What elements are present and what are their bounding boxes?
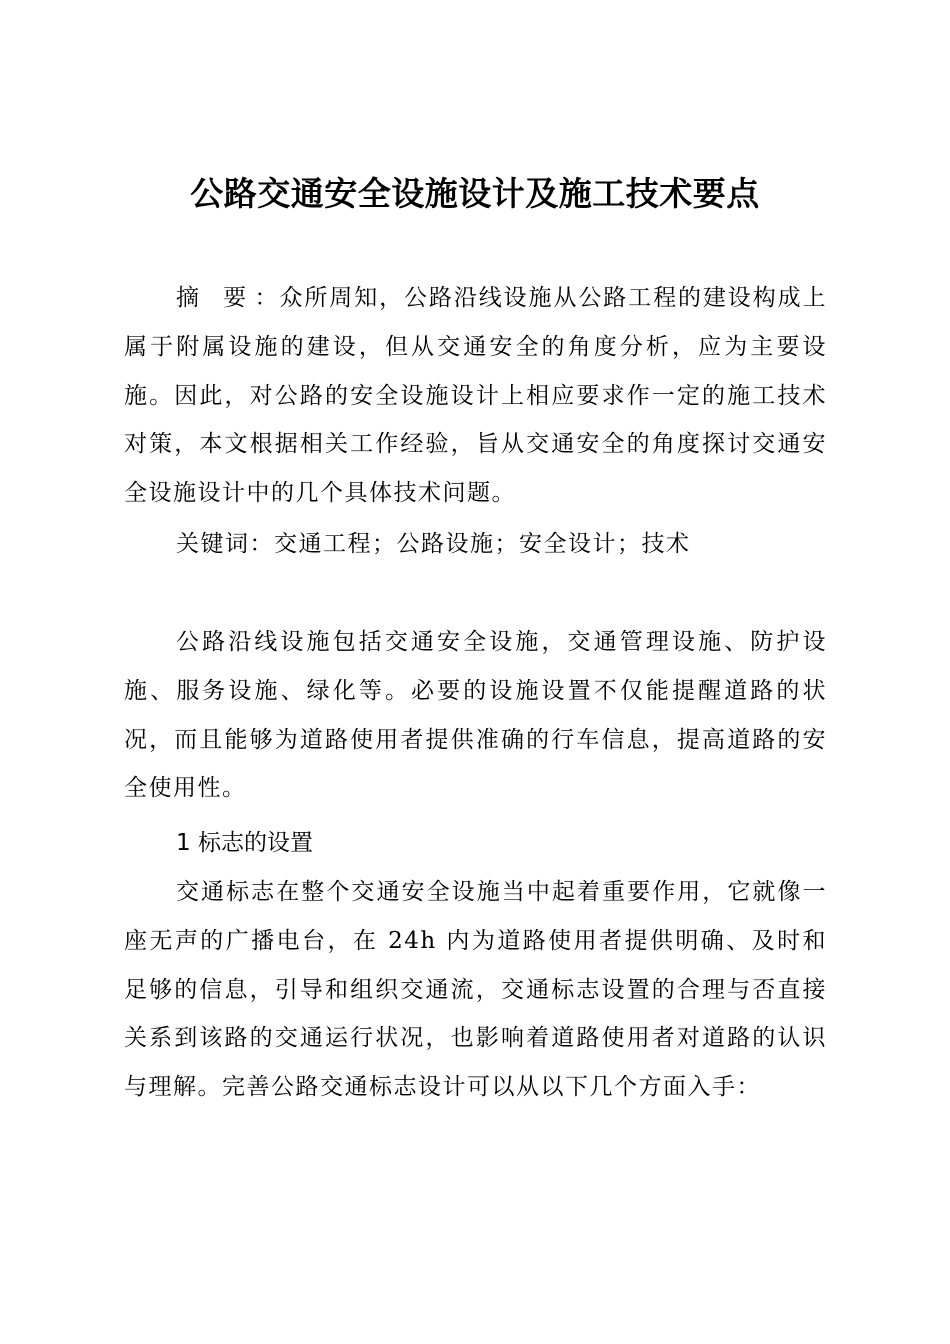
abstract-paragraph [124, 274, 827, 518]
intro-paragraph: 公路沿线设施包括交通安全设施，交通管理设施、防护设施、服务设施、绿化等。必要的设施设置不仅能提醒道路的状况，而且能够为道路使用者提供准确的行车信息，提高道路的安全使用性。 [124, 629, 827, 802]
keywords-text: 交通工程；公路设施；安全设计；技术 [274, 531, 691, 557]
keywords-paragraph [124, 520, 827, 569]
document-title: 公路交通安全设施设计及施工技术要点 [190, 174, 760, 213]
section-paragraph: 交通标志在整个交通安全设施当中起着重要作用，它就像一座无声的广播电台，在 24h 内为道路使用者提供明确、及时和足够的信息，引导和组织交通流，交通标志设置的合理与否直接关系到该路的交通运行状况，也影响着道路使用者对道路的认识与理解。完善公路交通标志设计可以从以下几个方面入手： [124, 879, 827, 1101]
abstract-text: 众所周知，公路沿线设施从公路工程的建设构成上属于附属设施的建设，但从交通安全的角度分析，应为主要设施。因此，对公路的安全设施设计上相应要求作一定的施工技术对策，本文根据相关工作经验，旨从交通安全的角度探讨交通安全设施设计中的几个具体技术问题。 [124, 285, 828, 507]
keywords-label: 关键词 [176, 531, 250, 557]
abstract-colon: ： [254, 285, 280, 311]
abstract-label: 摘 要 [176, 285, 255, 311]
keywords-colon: ： [249, 531, 274, 557]
section-heading: 1 标志的设置 [176, 830, 313, 856]
